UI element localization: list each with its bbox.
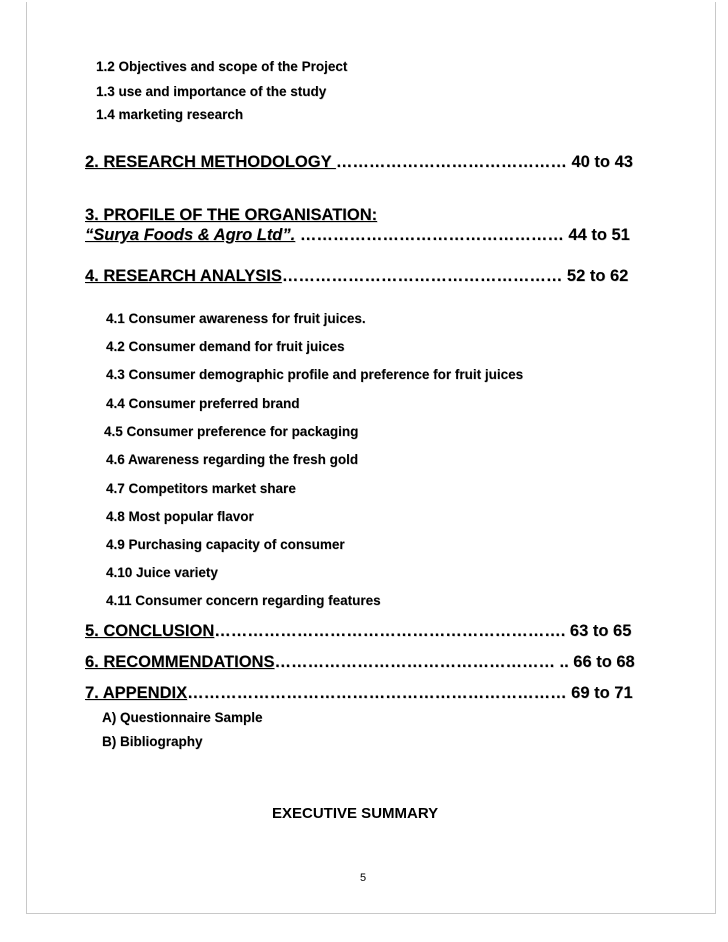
toc-item: 4.6 Awareness regarding the fresh gold — [106, 452, 359, 467]
page-range: …………………………………………… .. 66 to 68 — [274, 653, 635, 671]
toc-section-3-line2 — [85, 226, 630, 245]
toc-section-6 — [85, 653, 635, 672]
toc-item: 4.4 Consumer preferred brand — [106, 396, 300, 411]
toc-section-5 — [85, 622, 631, 641]
page-number: 5 — [360, 872, 367, 884]
toc-item: 4.9 Purchasing capacity of consumer — [106, 537, 345, 552]
appendix-item: A) Questionnaire Sample — [102, 710, 263, 725]
page-range: ………………………………………………………. 63 to 65 — [214, 622, 632, 640]
toc-item: 4.2 Consumer demand for fruit juices — [106, 339, 345, 354]
appendix-item: B) Bibliography — [102, 734, 203, 749]
toc-item: 4.11 Consumer concern regarding features — [106, 593, 381, 608]
toc-section-7 — [85, 684, 633, 703]
toc-subsection: 1.2 Objectives and scope of the Project — [96, 59, 348, 74]
section-title: 5. CONCLUSION — [85, 622, 215, 640]
toc-item: 4.1 Consumer awareness for fruit juices. — [106, 311, 366, 326]
toc-section-3-line1 — [85, 206, 377, 225]
toc-item: 4.10 Juice variety — [106, 565, 218, 580]
toc-subsection: 1.3 use and importance of the study — [96, 84, 327, 99]
executive-summary-heading: EXECUTIVE SUMMARY — [272, 805, 439, 822]
organisation-name: “Surya Foods & Agro Ltd”. — [85, 226, 296, 244]
section-title: 7. APPENDIX — [85, 684, 188, 702]
section-title: 4. RESEARCH ANALYSIS — [85, 267, 282, 285]
section-title: 2. RESEARCH METHODOLOGY — [85, 153, 336, 171]
section-title: 6. RECOMMENDATIONS — [85, 653, 275, 671]
page-range: …………………………………………… 52 to 62 — [281, 267, 629, 285]
toc-section-4 — [85, 267, 628, 286]
page-range: …………………………………… 40 to 43 — [335, 153, 633, 171]
toc-subsection: 1.4 marketing research — [96, 107, 244, 122]
page-range: …………………………………………………………… 69 to 71 — [187, 684, 633, 702]
section-title: 3. PROFILE OF THE ORGANISATION: — [85, 206, 378, 224]
toc-section-2 — [85, 153, 633, 172]
toc-item: 4.8 Most popular flavor — [106, 509, 254, 524]
toc-item: 4.3 Consumer demographic profile and preference for fruit juices — [106, 367, 524, 382]
page-range: ………………………………………… 44 to 51 — [295, 226, 630, 244]
toc-item: 4.5 Consumer preference for packaging — [104, 424, 359, 439]
toc-item: 4.7 Competitors market share — [106, 481, 296, 496]
